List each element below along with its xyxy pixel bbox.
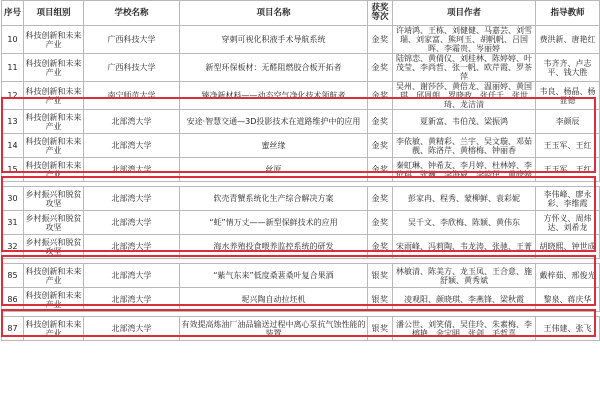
row-project: 软壳青蟹系统化生产综合解决方案 <box>180 187 368 211</box>
row-index: 12 <box>2 82 24 110</box>
row-award: 银奖 <box>368 264 393 288</box>
row-group: 科技创新和未来产业 <box>24 288 84 312</box>
row-authors: 吴州、谢莎莎、黄倍龙、温丽婷、黄国琪、邱周朗、罗晓政、张仟千、张世琦、龙洁清 <box>393 82 536 110</box>
row-authors: 吴千文、李欣梅、陈颖、黄伟东 <box>393 211 536 235</box>
row-award: 金奖 <box>368 26 393 54</box>
row-advisors: 方怀义、周炜达、刘希龙 <box>536 211 600 235</box>
table-row <box>2 264 600 288</box>
row-project: 新型环保板材：无醛阻燃胶合板开拓者 <box>180 54 368 82</box>
row-advisors: 胡晓熙、钟世成 <box>536 235 600 259</box>
row-authors: 凌观阳、颜晓琪、李燕锋、梁秋霞 <box>393 288 536 312</box>
table-row <box>2 110 600 134</box>
row-school: 北部湾大学 <box>84 158 180 182</box>
row-advisors: 李颜辰 <box>536 110 600 134</box>
table-row <box>2 317 600 341</box>
row-award: 金奖 <box>368 211 393 235</box>
row-index: 30 <box>2 187 24 211</box>
row-school: 北部湾大学 <box>84 264 180 288</box>
row-project: 有效提高炼油厂油品输送过程中离心泵抗气蚀性能的装置 <box>180 317 368 341</box>
row-school: 北部湾大学 <box>84 110 180 134</box>
row-advisors: 王玉军、王红 <box>536 158 600 182</box>
header-advisors: 指导教师 <box>536 1 600 26</box>
row-advisors: 费洪新、唐艳红 <box>536 26 600 54</box>
row-authors: 许靖鸿、王栋、刘健健、马嘉芸、刘雪瑞、刘家富、熊珂玉、胡帆帆、吕国晖、李霜贵、岑丽婷 <box>393 26 536 54</box>
row-award: 银奖 <box>368 288 393 312</box>
header-index: 序号 <box>2 1 24 26</box>
row-index: 15 <box>2 158 24 182</box>
row-index: 87 <box>2 317 24 341</box>
row-award: 金奖 <box>368 235 393 259</box>
row-project: 臻净新材料——动态空气净化技术领航者 <box>180 82 368 110</box>
row-advisors: 韦良、杨晶、杨显德 <box>536 82 600 110</box>
row-group: 科技创新和未来产业 <box>24 317 84 341</box>
row-group: 科技创新和未来产业 <box>24 54 84 82</box>
row-project: “蚝”情万丈——新型保鲜技术的应用 <box>180 211 368 235</box>
header-project: 项目名称 <box>180 1 368 26</box>
table-row <box>2 82 600 110</box>
row-advisors: 王玉军、王红 <box>536 134 600 158</box>
row-project: 丝原 <box>180 158 368 182</box>
row-authors: 李依敏、黄精彩、兰宇、吴文璇、邓茹靓、陈洛芹、黄榕梅、钟丽香 <box>393 134 536 158</box>
row-authors: 夏新富、韦伯茂、梁振鸿 <box>393 110 536 134</box>
row-school: 北部湾大学 <box>84 288 180 312</box>
row-project: 海水养殖投食喂养监控系统的研发 <box>180 235 368 259</box>
row-school: 北部湾大学 <box>84 187 180 211</box>
row-group: 科技创新和未来产业 <box>24 82 84 110</box>
row-award: 金奖 <box>368 110 393 134</box>
row-award: 金奖 <box>368 54 393 82</box>
row-group: 乡村振兴和脱贫攻坚 <box>24 211 84 235</box>
row-index: 10 <box>2 26 24 54</box>
table-header-row <box>2 1 600 26</box>
header-authors: 项目作者 <box>393 1 536 26</box>
row-authors: 林敏清、陈美方、龙玉凤、王合意、施舒颖、黄秀斌 <box>393 264 536 288</box>
row-authors: 秦虹琳、钟希友、李月婷、杜林婷、李依琪、张巍、李海威、李韵伊、黄晓娉 <box>393 158 536 182</box>
header-award: 获奖等次 <box>368 1 393 26</box>
row-advisors: 韦齐齐、卢志平、钱大胜 <box>536 54 600 82</box>
award-table <box>1 0 600 341</box>
table-row <box>2 235 600 259</box>
row-award: 金奖 <box>368 82 393 110</box>
table-row <box>2 158 600 182</box>
row-award: 金奖 <box>368 134 393 158</box>
row-school: 广西科技大学 <box>84 26 180 54</box>
row-index: 86 <box>2 288 24 312</box>
row-group: 科技创新和未来产业 <box>24 158 84 182</box>
row-authors: 陆锦恋、黄倩仪、刘桂林、陈婷婷、叶茂莹、李尚哲、张一帆、欧芹霞、罗茶萍 <box>393 54 536 82</box>
row-group: 科技创新和未来产业 <box>24 264 84 288</box>
row-authors: 潘公世、刘笑倩、吴佳玲、朱素梅、李榕艳、余宝明、张剑、毛哲喜 <box>393 317 536 341</box>
row-index: 31 <box>2 211 24 235</box>
row-school: 北部湾大学 <box>84 235 180 259</box>
row-project: 蜜丝缘 <box>180 134 368 158</box>
row-project: “紫气东来”低度桑葚桑叶复合果酒 <box>180 264 368 288</box>
row-index: 14 <box>2 134 24 158</box>
row-school: 南宁师范大学 <box>84 82 180 110</box>
row-group: 乡村振兴和脱贫攻坚 <box>24 187 84 211</box>
row-group: 科技创新和未来产业 <box>24 134 84 158</box>
table-row <box>2 187 600 211</box>
row-project: 安途·智慧交通—3D投影技术在道路维护中的应用 <box>180 110 368 134</box>
row-group: 乡村振兴和脱贫攻坚 <box>24 235 84 259</box>
row-school: 北部湾大学 <box>84 317 180 341</box>
row-project: 坭兴陶自动拉坯机 <box>180 288 368 312</box>
row-index: 32 <box>2 235 24 259</box>
row-group: 科技创新和未来产业 <box>24 110 84 134</box>
table-row <box>2 211 600 235</box>
row-authors: 宋雨峰、冯莉陶、韦龙涛、张驰、王菁 <box>393 235 536 259</box>
table-row <box>2 134 600 158</box>
row-school: 北部湾大学 <box>84 134 180 158</box>
header-school: 学校名称 <box>84 1 180 26</box>
row-project: 穿刺可视化积液手术导航系统 <box>180 26 368 54</box>
row-advisors: 戴梓茹、邢俊光 <box>536 264 600 288</box>
header-group: 项目组别 <box>24 1 84 26</box>
row-advisors: 李伟峰、廖永彩、李维霞 <box>536 187 600 211</box>
table-row <box>2 54 600 82</box>
row-school: 广西科技大学 <box>84 54 180 82</box>
row-award: 金奖 <box>368 158 393 182</box>
row-index: 13 <box>2 110 24 134</box>
row-index: 85 <box>2 264 24 288</box>
row-index: 11 <box>2 54 24 82</box>
row-award: 银奖 <box>368 317 393 341</box>
row-school: 北部湾大学 <box>84 211 180 235</box>
row-advisors: 黎泉、蒋庆华 <box>536 288 600 312</box>
row-group: 科技创新和未来产业 <box>24 26 84 54</box>
table-row <box>2 288 600 312</box>
row-award: 金奖 <box>368 187 393 211</box>
table-row <box>2 26 600 54</box>
row-authors: 彭家冉、程秀、蒙柳鲜、袁彩妮 <box>393 187 536 211</box>
row-advisors: 王伟建、张飞 <box>536 317 600 341</box>
